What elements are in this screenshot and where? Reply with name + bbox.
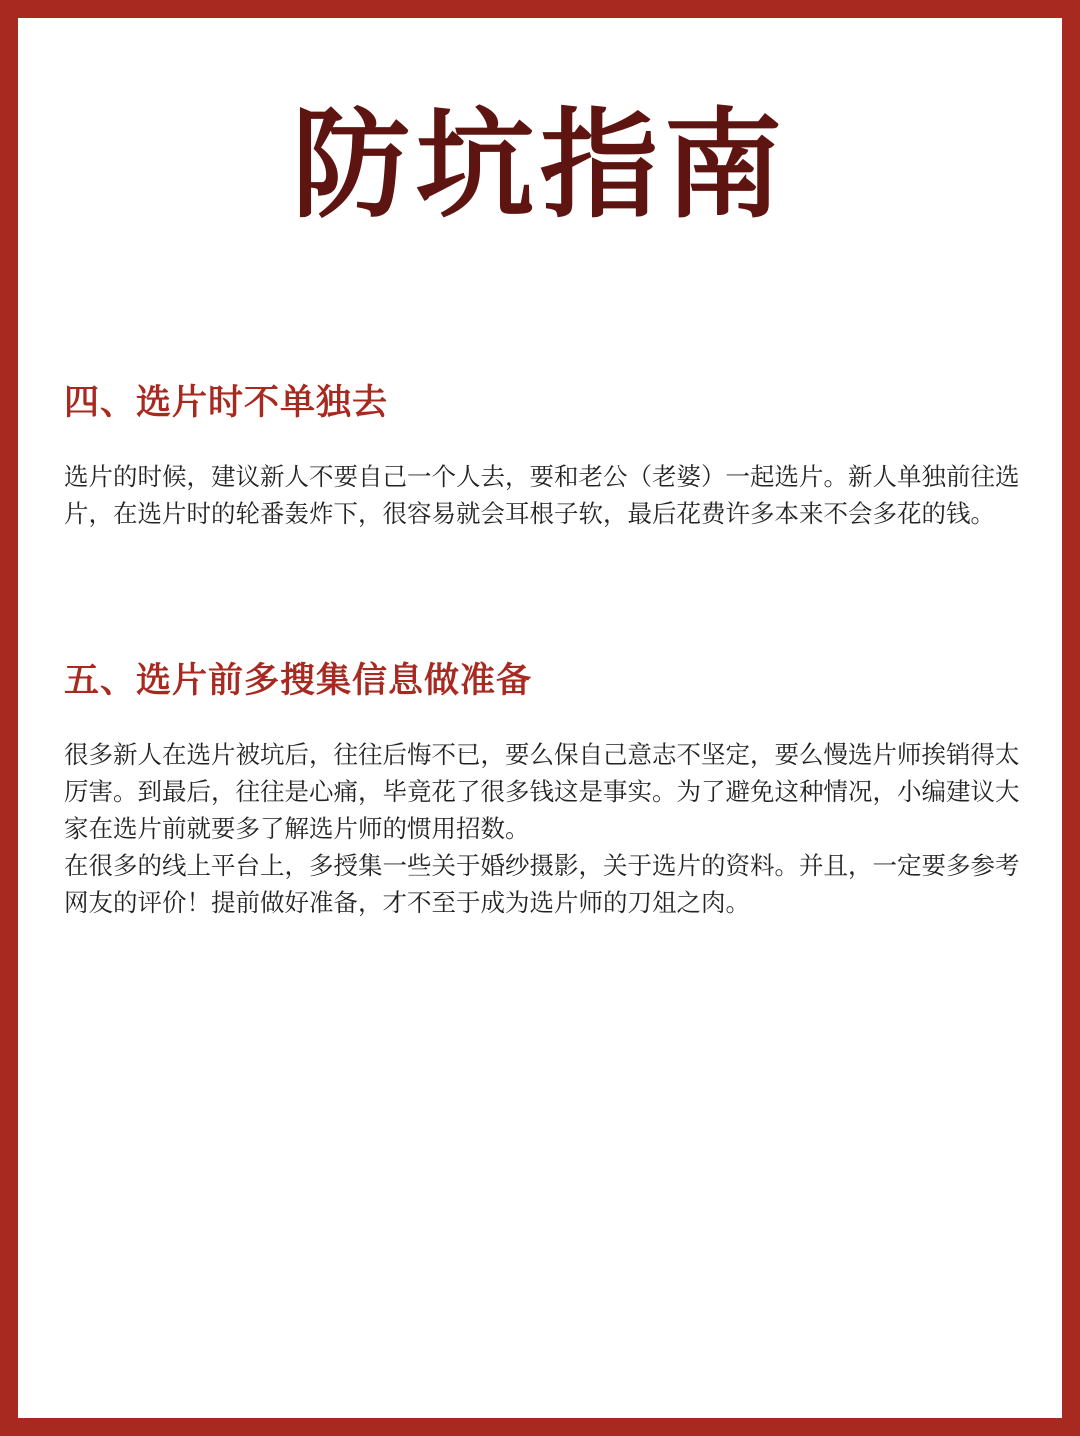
section-heading: 四、选片时不单独去: [64, 383, 389, 423]
page-title: 防坑指南: [291, 96, 788, 234]
section-paragraph: 很多新人在选片被坑后，往往后悔不已，要么保自己意志不坚定，要么慢选片师挨销得太厉害。到最后，往往是心痛，毕竟花了很多钱这是事实。为了避免这种情况，小编建议大家在选片前就要多了解选片师的惯用招数。: [64, 740, 1020, 843]
section-four: [64, 368, 1022, 532]
section-heading: 五、选片前多搜集信息做准备: [64, 661, 533, 701]
section-paragraph: 在很多的线上平台上，多授集一些关于婚纱摄影，关于选片的资料。并且，一定要多参考网友的评价！提前做好准备，才不至于成为选片师的刀俎之肉。: [64, 851, 1020, 917]
section-paragraph: 选片的时候，建议新人不要自己一个人去，要和老公（老婆）一起选片。新人单独前往选片，在选片时的轮番轰炸下，很容易就会耳根子软，最后花费许多本来不会多花的钱。: [64, 462, 1020, 528]
section-five: [64, 646, 1022, 921]
